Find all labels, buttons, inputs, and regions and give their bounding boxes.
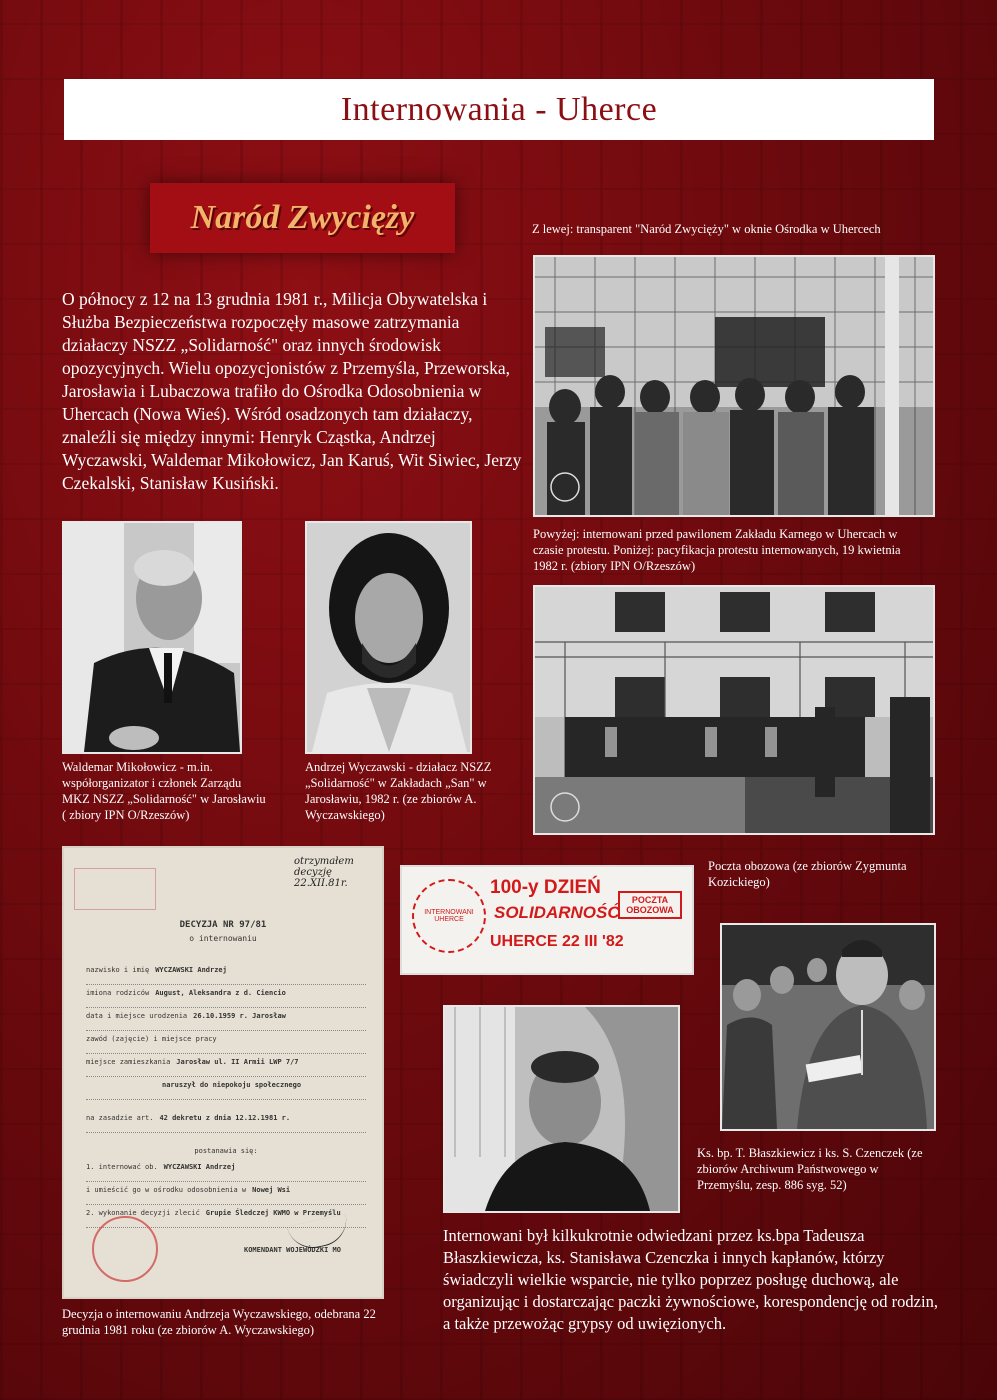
postal-stamp-card — [400, 865, 694, 975]
field-value: WYCZAWSKI Andrzej — [163, 1163, 236, 1171]
protest-photo — [533, 255, 935, 517]
stamp-line2: SOLIDARNOŚĆ — [494, 903, 620, 922]
caption-mikolowicz: Waldemar Mikołowicz - m.in. współorganizator i członek Zarządu MKZ NSZZ „Solidarność" w Jarosławiu ( zbiory IPN O/Rzeszów) — [62, 760, 266, 822]
intro-paragraph: O północy z 12 na 13 grudnia 1981 r., Milicja Obywatelska i Służba Bezpieczeństwa rozpoczęły masowe zatrzymania działaczy NSZZ „Solidarność" oraz innych środowisk opozycyjnych. Wielu opozycjonistów z Przemyśla, Przeworska, Jarosławia i Lubaczowa trafiło do Ośrodka Odosobnienia w Uhercach (Nowa Wieś). Wśród osadzonych tam działaczy, znaleźli się między innymi: Henryk Cząstka, Andrzej Wyczawski, Waldemar Mikołowicz, Jan Karuś, Wit Siwiec, Jerzy Czekalski, Stanisław Kusiński. — [62, 289, 522, 493]
document-field-row — [86, 1081, 366, 1100]
document-field-row — [86, 989, 366, 1008]
official-seal — [92, 1216, 158, 1282]
field-label: nazwisko i imię — [86, 966, 150, 974]
document-field-row — [86, 1035, 366, 1054]
stamp-line3: UHERCE 22 III '82 — [490, 933, 624, 950]
decision-document — [62, 846, 384, 1299]
handwritten-note: otrzymałem decyzję 22.XII.81r. — [294, 856, 354, 889]
caption-transparent: Z lewej: transparent "Naród Zwycięży" w oknie Ośrodka w Uhercech — [532, 222, 881, 236]
document-field-row — [86, 1186, 366, 1205]
bishop-photo — [720, 923, 936, 1131]
field-value: WYCZAWSKI Andrzej — [155, 966, 227, 974]
field-value: August, Aleksandra z d. Ciencio — [155, 989, 286, 997]
field-value: Grupie Śledczej KWMO w Przemyślu — [205, 1209, 341, 1217]
field-label: 2. wykonanie decyzji zlecić — [86, 1209, 200, 1217]
signature-label: KOMENDANT WOJEWÓDZKI MO — [244, 1246, 341, 1254]
closing-paragraph: Internowani był kilkukrotnie odwiedzani przez ks.bpa Tadeusza Błaszkiewicza, ks. Stanisława Czenczka i innych kapłanów, którzy świadczyli wielkie wsparcie, nie tylko poprzez posługę duchową, ale organizując i dostarczając paczki żywnościowe, korespondencję od rodzin, a także przewożąc grypsy od uwięzionych. — [443, 1226, 938, 1333]
caption-wyczawski: Andrzej Wyczawski - działacz NSZZ „Solidarność" w Zakładach „San" w Jarosławiu, 1982 r. (ze zbiorów A. Wyczawskiego) — [305, 760, 492, 822]
caption-protest: Powyżej: internowani przed pawilonem Zakładu Karnego w Uhercach w czasie protestu. Poniżej: pacyfikacja protestu internowanych, 19 kwietnia 1982 r. (zbiory IPN O/Rzeszów) — [533, 527, 901, 573]
document-subheading: o internowaniu — [189, 934, 257, 943]
document-field-row — [86, 1012, 366, 1031]
slogan-banner — [150, 183, 455, 253]
field-label: miejsce zamieszkania — [86, 1058, 171, 1066]
field-value: Nowej Wsi — [252, 1186, 291, 1194]
document-field-row — [86, 1114, 366, 1133]
box-stamp: POCZTA OBOZOWA — [618, 891, 682, 919]
field-value: naruszył do niepokoju społecznego — [162, 1081, 302, 1089]
field-label: i umieścić go w ośrodku odosobnienia w — [86, 1186, 247, 1194]
wyczawski-photo — [305, 521, 472, 754]
caption-biskup: Ks. bp. T. Błaszkiewicz i ks. S. Czenczek (ze zbiorów Archiwum Państwowego w Przemyślu, zesp. 886 syg. 52) — [697, 1146, 923, 1192]
field-label: imiona rodziców — [86, 989, 150, 997]
document-corner-stamp — [74, 868, 156, 910]
field-value: Jarosław ul. II Armii LWP 7/7 — [176, 1058, 299, 1066]
document-heading: DECYZJA NR 97/81 — [179, 920, 267, 930]
document-field-row — [86, 966, 366, 985]
priest-photo — [443, 1005, 680, 1213]
circle-stamp: INTERNOWANI UHERCE — [412, 879, 486, 953]
document-field-row — [86, 1163, 366, 1182]
decision-label: postanawia się: — [194, 1147, 258, 1155]
field-label: data i miejsce urodzenia — [86, 1012, 188, 1020]
field-value: 42 dekretu z dnia 12.12.1981 r. — [159, 1114, 291, 1122]
document-fields — [86, 966, 366, 1232]
field-label: na zasadzie art. — [86, 1114, 154, 1122]
stamp-line1: 100-y DZIEŃ — [490, 877, 601, 898]
document-field-row — [86, 1058, 366, 1077]
caption-poczta: Poczta obozowa (ze zbiorów Zygmunta Kozickiego) — [708, 859, 907, 889]
page-title-bar — [64, 79, 934, 140]
prison-yard-photo — [533, 585, 935, 835]
page-title: Internowania - Uherce — [340, 90, 658, 128]
mikolowicz-photo — [62, 521, 242, 754]
field-label: zawód (zajęcie) i miejsce pracy — [86, 1035, 217, 1043]
field-label: 1. internować ob. — [86, 1163, 158, 1171]
banner-text: Naród Zwycięży — [190, 199, 415, 236]
caption-decyzja: Decyzja o internowaniu Andrzeja Wyczawskiego, odebrana 22 grudnia 1981 roku (ze zbiorów A. Wyczawskiego) — [62, 1307, 376, 1337]
field-value: 26.10.1959 r. Jarosław — [193, 1012, 286, 1020]
